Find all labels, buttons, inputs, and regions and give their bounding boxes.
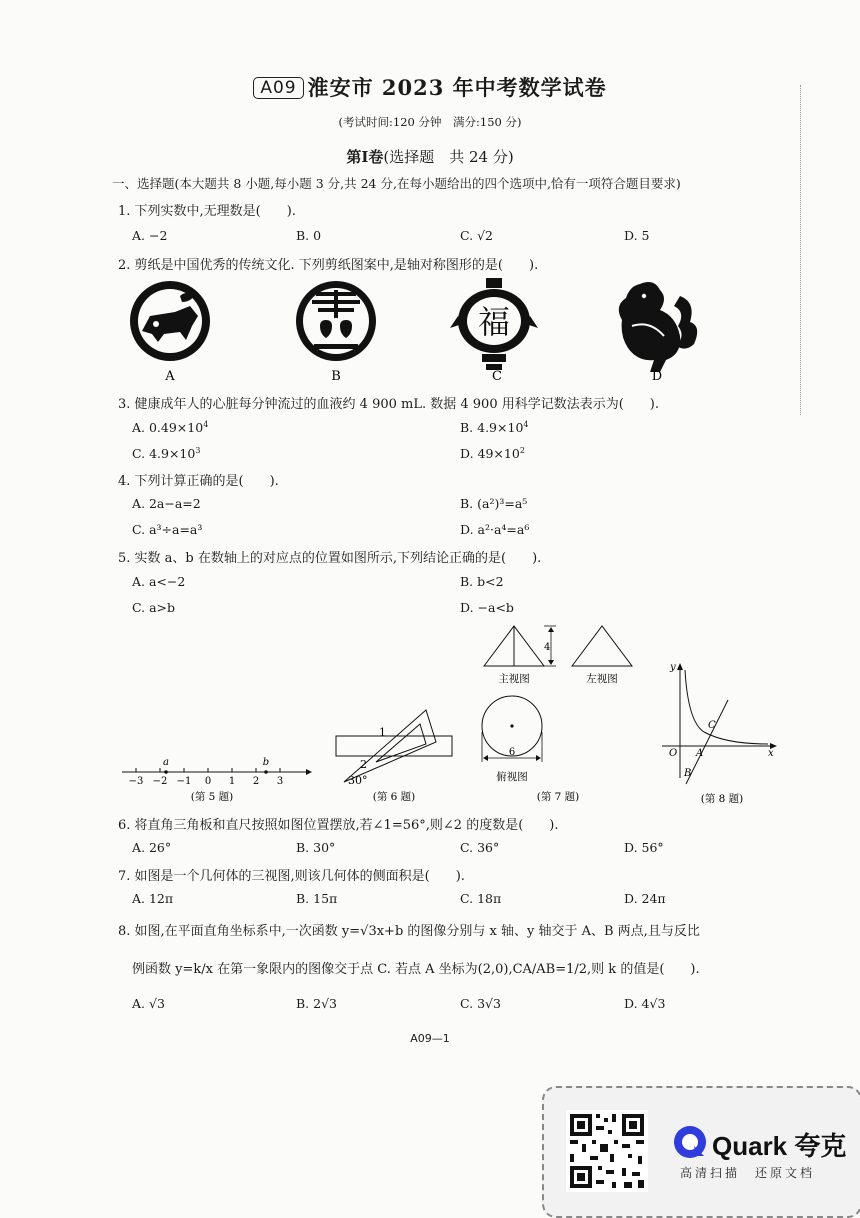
binding-dotted-line: [800, 85, 801, 415]
q3-b-exp: 4: [523, 420, 529, 429]
papercut-d-rooster: [619, 282, 697, 372]
q3-d-exp: 2: [519, 446, 525, 455]
q5-option-c: C. a>b: [132, 600, 175, 615]
q6-option-d: D. 56°: [624, 840, 664, 855]
page-number: A09—1: [410, 1032, 450, 1045]
question-6-stem: 6. 将直角三角板和直尺按照如图位置摆放,若∠1=56°,则∠2 的度数是( ).: [118, 818, 559, 833]
tick-label: 0: [204, 776, 212, 787]
papercut-c-lantern: [450, 278, 538, 370]
papercut-b-double-happiness: [296, 281, 376, 361]
q5-option-d: D. −a<b: [460, 600, 514, 615]
q1-option-d: D. 5: [624, 228, 650, 243]
papercut-figures: [120, 276, 700, 386]
exam-subtitle: (考试时间:120 分钟 满分:150 分): [338, 115, 522, 129]
paper-code-badge: A09: [253, 77, 303, 99]
qr-code-icon: [566, 1110, 648, 1192]
left-view-label: 左视图: [586, 673, 618, 685]
q3-option-d: [460, 446, 525, 461]
q8-option-d: D. 4√3: [624, 996, 666, 1011]
q8-option-a: A. √3: [132, 996, 165, 1011]
q7-option-a: A. 12π: [132, 891, 174, 906]
top-view-label: 俯视图: [496, 771, 528, 783]
tick-label: 2: [252, 776, 260, 787]
q4-option-a: A. 2a−a=2: [132, 496, 201, 511]
figure-7-three-views: [470, 620, 640, 806]
tick-label: 3: [276, 776, 284, 787]
qr-code: [566, 1110, 648, 1192]
q3-option-b: [460, 420, 529, 435]
q6-option-c: C. 36°: [460, 840, 500, 855]
tick-label: −1: [176, 776, 192, 787]
fu-character: 福: [477, 303, 511, 341]
q8-option-c: C. 3√3: [460, 996, 501, 1011]
angle-2-label: 2: [360, 758, 367, 771]
question-3-stem: 3. 健康成年人的心脏每分钟流过的血液约 4 900 mL. 数据 4 900 用科学记数法表示为( ).: [118, 397, 659, 412]
q7-option-c: C. 18π: [460, 891, 502, 906]
part-note: (选择题 共 24 分): [383, 148, 514, 166]
label-a: A: [165, 369, 175, 384]
y-axis-label: y: [670, 662, 676, 673]
figure-6-caption: (第 6 题): [372, 791, 416, 803]
question-1-stem: 1. 下列实数中,无理数是( ).: [118, 204, 296, 219]
figure-8-graph: [656, 660, 786, 806]
q8-option-b: B. 2√3: [296, 996, 338, 1011]
exam-title: [0, 72, 860, 102]
figure-5-number-line: [118, 752, 318, 804]
q3-a-exp: 4: [203, 420, 209, 429]
origin-label: O: [669, 748, 678, 759]
title-text: 淮安市 2023 年中考数学试卷: [307, 75, 607, 100]
q6-option-b: B. 30°: [296, 840, 336, 855]
quark-scan-watermark: [542, 1086, 860, 1218]
height-label: 4: [544, 642, 551, 653]
tick-label: 1: [228, 776, 236, 787]
section-instructions: 一、选择题(本大题共 8 小题,每小题 3 分,共 24 分,在每小题给出的四个选项中,恰有一项符合题目要求): [112, 176, 681, 191]
q6-option-a: A. 26°: [132, 840, 172, 855]
q3-d-text: D. 49×10: [460, 446, 520, 462]
question-7-stem: 7. 如图是一个几何体的三视图,则该几何体的侧面积是( ).: [118, 869, 465, 884]
q1-option-a: A. −2: [132, 228, 168, 243]
angle-1-label: 1: [379, 726, 386, 739]
q5-option-a: A. a<−2: [132, 574, 186, 589]
q3-c-text: C. 4.9×10: [132, 446, 196, 462]
q4-option-c: C. a³÷a=a³: [132, 522, 203, 537]
q7-option-b: B. 15π: [296, 891, 338, 906]
tick-label: −2: [152, 776, 168, 787]
figure-6-set-square: [330, 706, 460, 804]
question-8-stem-line1: 8. 如图,在平面直角坐标系中,一次函数 y=√3x+b 的图像分别与 x 轴、y 轴交于 A、B 两点,且与反比: [118, 924, 700, 939]
tick-label: −3: [128, 776, 144, 787]
point-a-label: A: [696, 748, 704, 759]
figure-8-caption: (第 8 题): [700, 793, 744, 805]
q7-option-d: D. 24π: [624, 891, 666, 906]
question-5-stem: 5. 实数 a、b 在数轴上的对应点的位置如图所示,下列结论正确的是( ).: [118, 551, 542, 566]
q3-option-c: [132, 446, 200, 461]
question-2-stem: 2. 剪纸是中国优秀的传统文化. 下列剪纸图案中,是轴对称图形的是( ).: [118, 258, 539, 273]
angle-30-label: 30°: [348, 774, 368, 787]
part-heading: [0, 146, 860, 167]
q1-option-b: B. 0: [296, 228, 322, 243]
point-c-label: C: [708, 720, 716, 731]
part-title: 第Ⅰ卷: [346, 148, 384, 166]
quark-logo-text: Quark 夸克: [712, 1131, 847, 1161]
point-a-label: a: [163, 757, 169, 768]
point-b-label: B: [684, 768, 692, 779]
front-view-label: 主视图: [498, 673, 530, 685]
label-c: C: [492, 369, 502, 384]
q4-option-b: B. (a²)³=a⁵: [460, 496, 528, 511]
figure-5-caption: (第 5 题): [190, 791, 234, 803]
quark-logo-icon: [672, 1124, 708, 1160]
width-label: 6: [508, 747, 516, 758]
q3-option-a: [132, 420, 208, 435]
papercut-a-ox: [130, 281, 210, 361]
q1-option-c: C. √2: [460, 228, 493, 243]
q3-b-text: B. 4.9×10: [460, 420, 524, 436]
q5-option-b: B. b<2: [460, 574, 504, 589]
q3-c-exp: 3: [195, 446, 201, 455]
quark-slogan: 高清扫描 还原文档: [680, 1166, 816, 1180]
point-b-label: b: [262, 757, 270, 768]
label-d: D: [651, 369, 663, 384]
q3-a-text: A. 0.49×10: [132, 420, 204, 436]
label-b: B: [331, 369, 341, 384]
q4-option-d: D. a²·a⁴=a⁶: [460, 522, 530, 537]
x-axis-label: x: [768, 748, 774, 759]
question-8-stem-line2: 例函数 y=k/x 在第一象限内的图像交于点 C. 若点 A 坐标为(2,0),CA/AB=1/2,则 k 的值是( ).: [132, 962, 700, 977]
question-4-stem: 4. 下列计算正确的是( ).: [118, 474, 279, 489]
figure-7-caption: (第 7 题): [536, 791, 580, 803]
